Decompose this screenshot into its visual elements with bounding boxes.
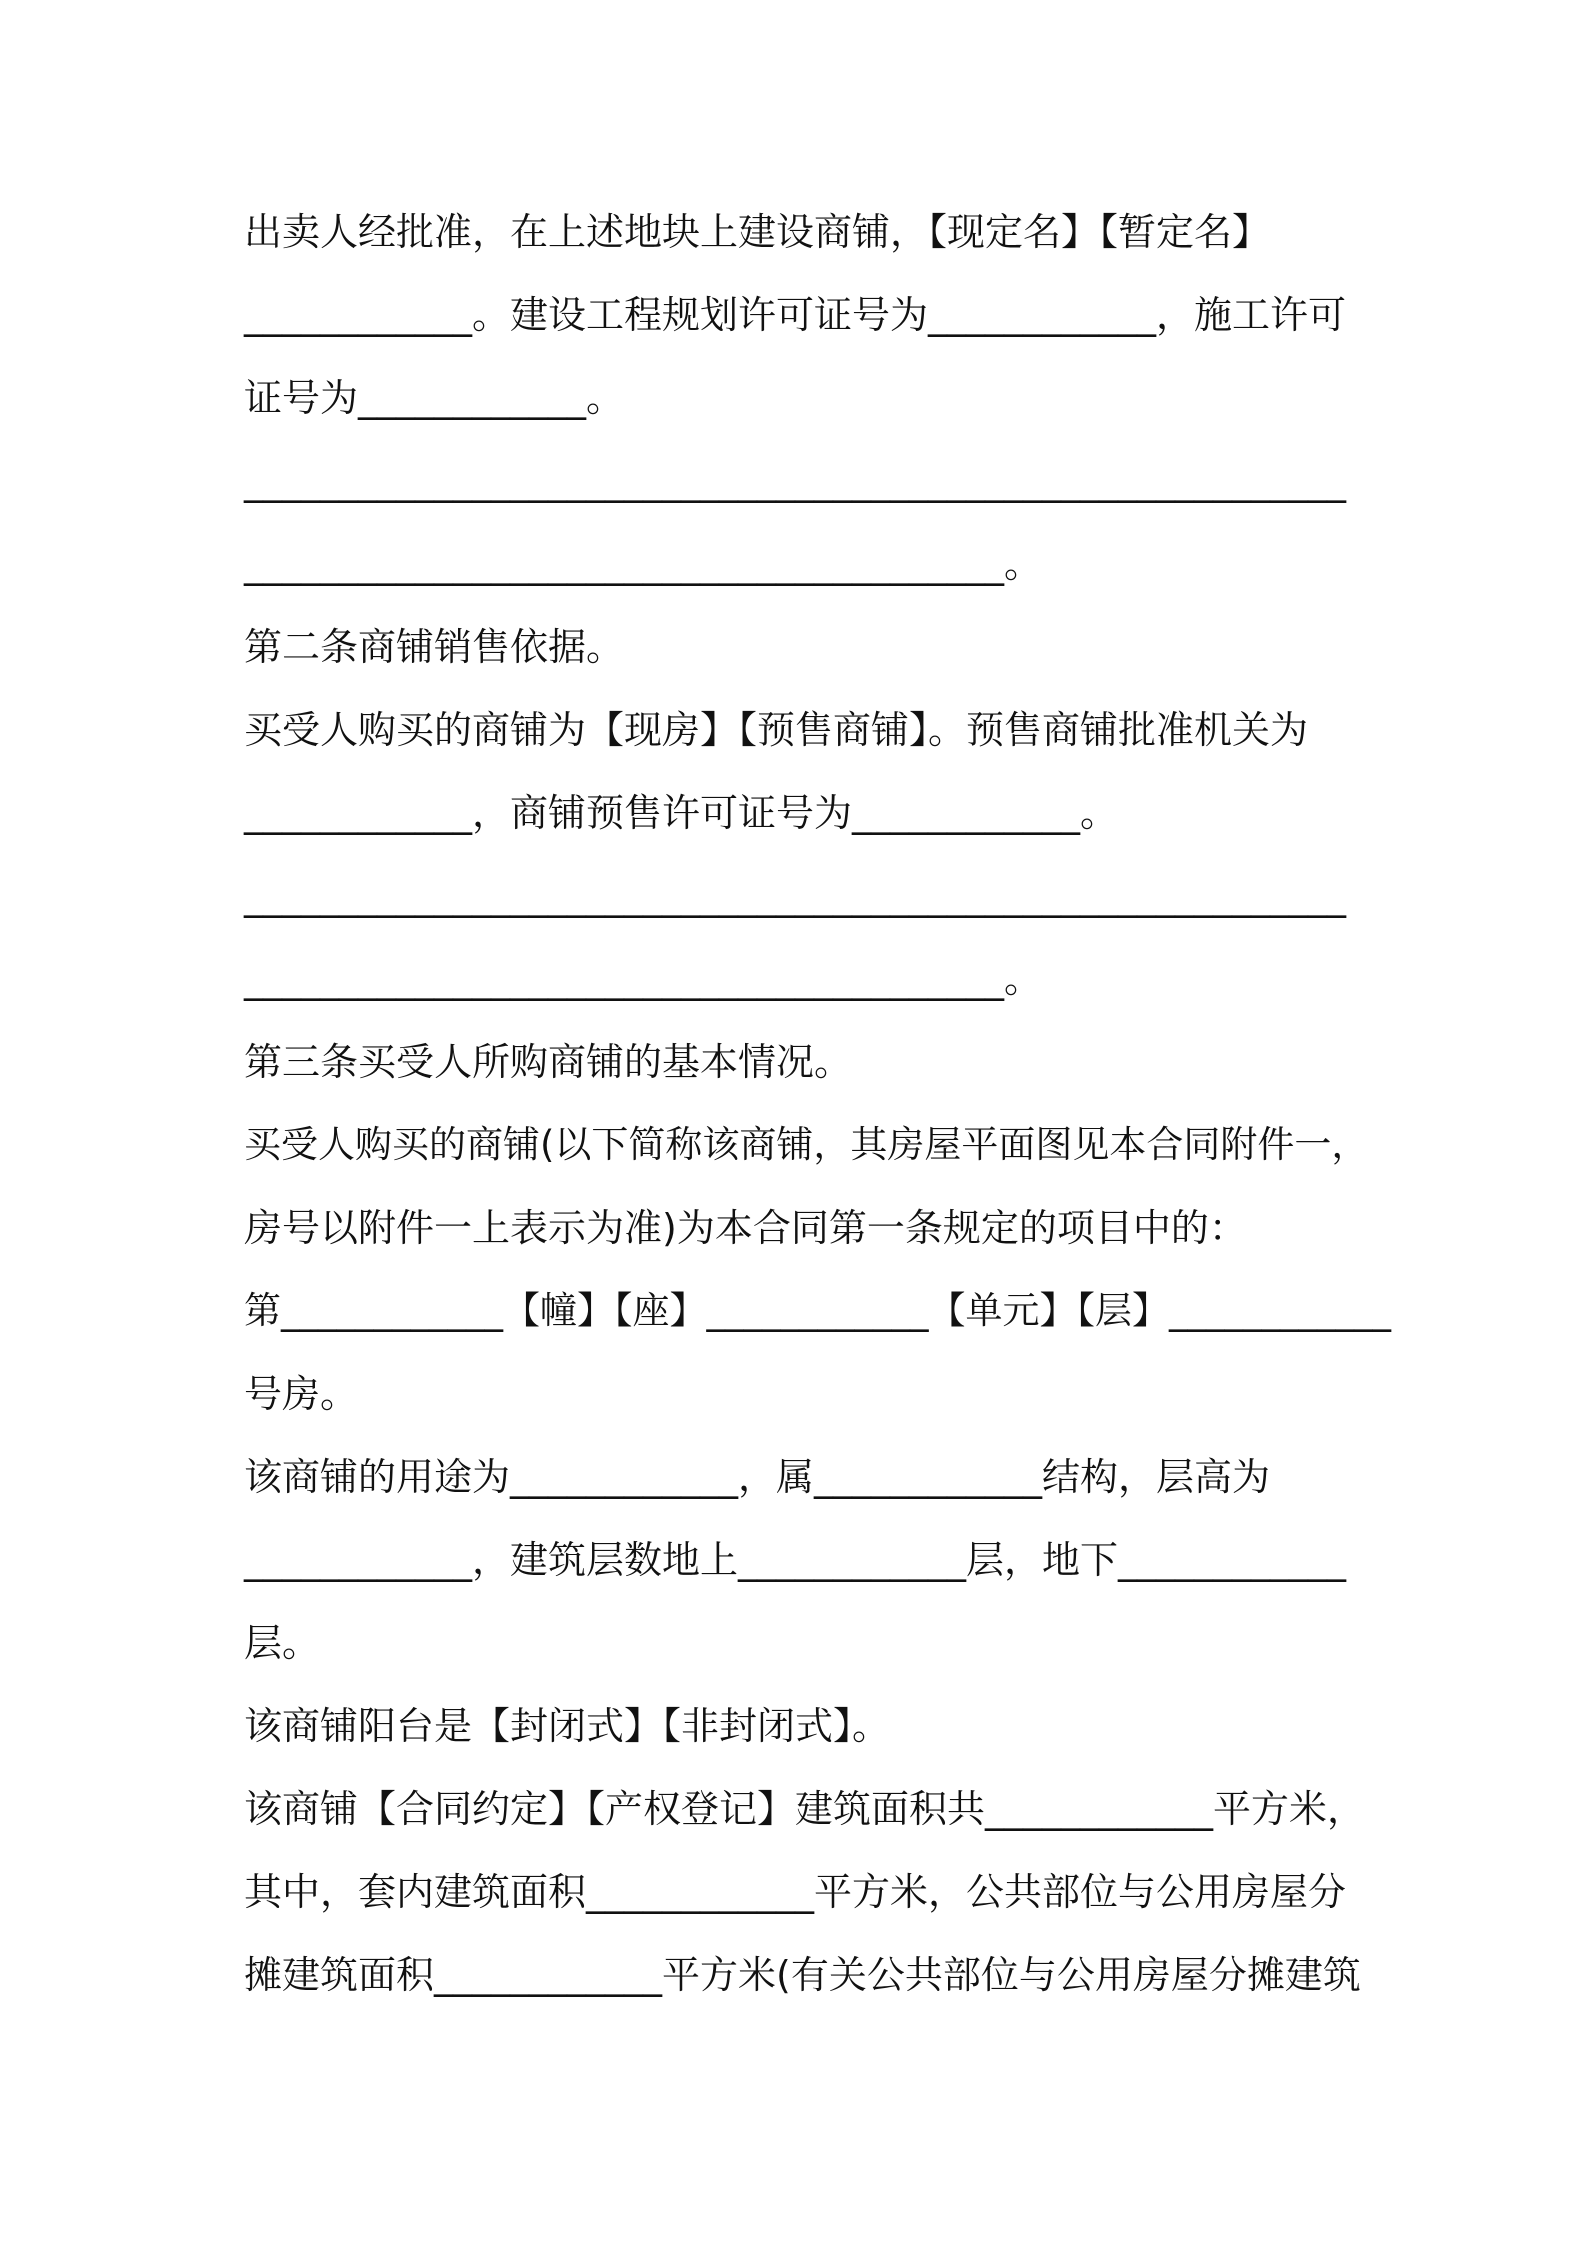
text-line-17: ____________，建筑层数地上____________层，地下____________ [244,1538,1347,1582]
text-line-2: ____________。建设工程规划许可证号为____________，施工许可 [244,293,1347,337]
text-line-10: ________________________________________。 [244,957,1043,1001]
text-line-15: 号房。 [244,1372,359,1416]
text-line-7: 买受人购买的商铺为【现房】【预售商铺】。预售商铺批准机关为 [244,708,1309,752]
text-line-5: ________________________________________。 [244,542,1043,586]
text-line-20: 该商铺【合同约定】【产权登记】建筑面积共____________平方米， [244,1787,1366,1831]
text-line-8: ____________，商铺预售许可证号为____________。 [244,791,1119,835]
text-line-22: 摊建筑面积____________平方米(有关公共部位与公用房屋分摊建筑 [244,1953,1361,1997]
text-line-14: 第____________【幢】【座】____________【单元】【层】____________ [244,1289,1391,1332]
text-line-16: 该商铺的用途为____________，属____________结构，层高为 [244,1455,1271,1499]
text-line-21: 其中，套内建筑面积____________平方米，公共部位与公用房屋分 [244,1870,1347,1914]
text-line-19: 该商铺阳台是【封闭式】【非封闭式】。 [244,1704,891,1748]
text-line-13: 房号以附件一上表示为准)为本合同第一条规定的项目中的： [244,1206,1247,1250]
article-heading-3: 第三条买受人所购商铺的基本情况。 [244,1040,853,1084]
text-line-12: 买受人购买的商铺(以下简称该商铺，其房屋平面图见本合同附件一， [244,1123,1369,1166]
text-line-1: 出卖人经批准，在上述地块上建设商铺，【现定名】【暂定名】 [244,210,1271,254]
text-line-3: 证号为____________。 [244,376,625,420]
article-heading-2: 第二条商铺销售依据。 [244,625,625,669]
text-line-18: 层。 [244,1621,321,1665]
text-line-4: __________________________________________________________ [244,459,1346,503]
text-line-9: __________________________________________________________ [244,874,1346,918]
